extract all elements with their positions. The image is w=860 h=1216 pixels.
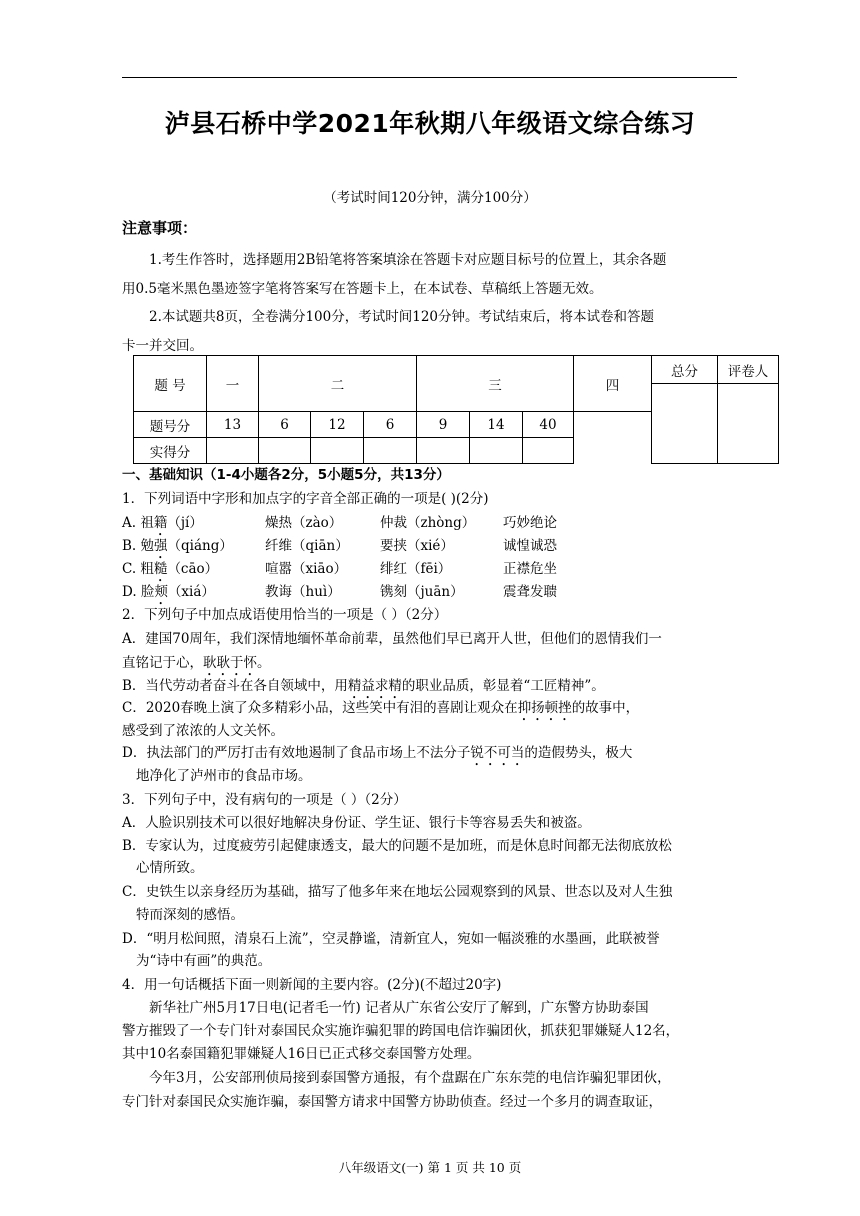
q4-news-p1-line3: 其中10名泰国籍犯罪嫌疑人16日已正式移交泰国警方处理。	[122, 1046, 481, 1062]
actual-cell	[311, 438, 364, 464]
points-cell: 14	[470, 412, 523, 438]
actual-cell	[259, 438, 311, 464]
q3-option-a: A．人脸识别技术可以很好地解决身份证、学生证、银行卡等容易丢失和被盗。	[122, 815, 591, 831]
q1-a-word4: 巧妙绝论	[503, 515, 557, 531]
option-text: 祖	[140, 515, 154, 531]
q3-option-b-line2: 心情所致。	[136, 860, 204, 876]
actual-cell	[417, 438, 470, 464]
q1-b-word2: 纤维（qiān）	[265, 538, 349, 554]
q1-b-word3: 要挟（xié）	[380, 538, 454, 554]
page-footer: 八年级语文(一) 第 1 页 共 10 页	[338, 1160, 522, 1175]
notice-heading: 注意事项：	[122, 219, 198, 237]
section1-heading: 一、基础知识（1-4小题各2分，5小题5分，共13分）	[122, 467, 450, 483]
exam-title: 泸县石桥中学2021年秋期八年级语文综合练习	[164, 109, 696, 138]
q3-stem: 3．下列句子中，没有病句的一项是（ ）（2分）	[122, 792, 407, 808]
option-text: C. 粗	[122, 561, 154, 577]
exam-subtitle: （考试时间120分钟，满分100分）	[323, 190, 537, 206]
q1-d-word3: 镌刻（juān）	[380, 584, 464, 600]
q1-c-word3: 绯红（fēi）	[380, 561, 452, 577]
q4-stem: 4．用一句话概括下面一则新闻的主要内容。(2分)(不超过20字)	[122, 977, 502, 993]
actual-cell	[364, 438, 417, 464]
q1-d-word4: 震聋发聩	[503, 584, 557, 600]
row-label-points: 题号分	[134, 412, 207, 438]
dotted-char: 颊	[154, 584, 168, 600]
text: 的故事中，	[571, 700, 640, 716]
q4-news-p2-line2: 专门针对泰国民众实施诈骗，泰国警方请求中国警方协助侦查。经过一个多月的调查取证，	[122, 1094, 662, 1110]
q2-a-line1: A．建国70周年，我们深情地缅怀革命前辈，虽然他们早已离开人世，但他们的恩情我们一	[122, 631, 662, 647]
col-header-grader: 评卷人	[718, 356, 779, 384]
q4-news-p1-line1: 新华社广州5月17日电(记者毛一竹) 记者从广东省公安厅了解到，广东警方协助泰国	[149, 1000, 649, 1016]
notice-p1b: 用0.5毫米黑色墨迹签字笔将答案写在答题卡上，在本试卷、草稿纸上答题无效。	[122, 281, 603, 297]
dotted-idiom: 锐不可当	[470, 745, 525, 761]
points-cell: 9	[417, 412, 470, 438]
col-header-number: 题 号	[134, 356, 207, 412]
q3-option-d-line2: 为“诗中有画”的典范。	[136, 953, 272, 969]
q3-option-c-line2: 特而深刻的感悟。	[136, 907, 244, 923]
total-score-cell	[652, 384, 718, 464]
q2-stem: 2．下列句子中加点成语使用恰当的一项是（ ）（2分）	[122, 607, 448, 623]
points-cell: 6	[259, 412, 311, 438]
points-cell: 40	[523, 412, 574, 438]
text: 。	[257, 655, 271, 671]
grader-cell	[718, 384, 779, 464]
text: 的职业品质，彰显着“工匠精神”。	[401, 678, 605, 694]
q3-option-b-line1: B．专家认为，过度疲劳引起健康透支，最大的问题不是加班，而是休息时间都无法彻底放松	[122, 838, 672, 854]
dotted-char: 强	[154, 538, 168, 554]
top-rule	[122, 77, 737, 78]
q1-c-word4: 正襟危坐	[503, 561, 557, 577]
col-header-part2: 二	[259, 356, 417, 412]
row-label-actual: 实得分	[134, 438, 207, 464]
text: B．当代劳动者奋斗在各自领域中，用	[122, 678, 348, 694]
col-header-total: 总分	[652, 356, 718, 384]
score-table	[133, 355, 779, 464]
points-cell: 13	[207, 412, 259, 438]
col-header-part1: 一	[207, 356, 259, 412]
actual-cell	[523, 438, 574, 464]
q2-d-line2: 地净化了泸州市的食品市场。	[136, 768, 312, 784]
option-text: D. 脸	[122, 584, 155, 600]
q3-option-c-line1: C．史铁生以亲身经历为基础，描写了他多年来在地坛公园观察到的风景、世态以及对人生独	[122, 884, 673, 900]
q2-c-line2: 感受到了浓浓的人文关怀。	[122, 723, 284, 739]
option-text: B. 勉	[122, 538, 155, 554]
col-header-part4: 四	[574, 356, 652, 412]
col-header-part3: 三	[417, 356, 574, 412]
q4-news-p2-line1: 今年3月，公安部刑侦局接到泰国警方通报，有个盘踞在广东东莞的电信诈骗犯罪团伙，	[149, 1070, 671, 1086]
text: C．2020春晚上演了众多精彩小品，这些笑中有泪的喜剧让观众在	[122, 700, 518, 716]
q3-option-d-line1: D．“明月松间照，清泉石上流”，空灵静谧，清新宜人，宛如一幅淡雅的水墨画，此联被誉	[122, 931, 660, 947]
pinyin: （qiáng）	[167, 538, 233, 554]
dotted-idiom: 抑扬顿挫	[517, 700, 572, 716]
dotted-idiom: 耿耿于怀	[203, 655, 257, 671]
points-cell: 12	[311, 412, 364, 438]
q1-a-word3: 仲裁（zhòng）	[380, 515, 476, 531]
notice-p2b: 卡一并交回。	[122, 338, 203, 354]
pinyin: （jí）	[167, 515, 203, 531]
q1-d-word2: 教诲（huì）	[265, 584, 341, 600]
option-label: A.	[122, 515, 141, 531]
pinyin: （xiá）	[167, 584, 215, 600]
dotted-idiom: 精益求精	[347, 678, 402, 694]
actual-cell	[470, 438, 523, 464]
pinyin: （cāo）	[167, 561, 219, 577]
q1-a-word2: 燥热（zào）	[265, 515, 343, 531]
q1-c-word2: 喧嚣（xiāo）	[265, 561, 348, 577]
text: 的造假势头，极大	[524, 745, 633, 761]
dotted-char: 糙	[153, 561, 168, 577]
points-cell: 6	[364, 412, 417, 438]
dotted-char: 籍	[153, 515, 168, 531]
notice-p1a: 1.考生作答时，选择题用2B铅笔将答案填涂在答题卡对应题目标号的位置上，其余各题	[149, 252, 667, 268]
q1-b-word4: 诚惶诚恐	[503, 538, 557, 554]
q1-stem: 1．下列词语中字形和加点字的字音全部正确的一项是( )(2分)	[122, 491, 489, 507]
notice-p2a: 2.本试题共8页，全卷满分100分，考试时间120分钟。考试结束后，将本试卷和答题	[149, 309, 655, 325]
text: D．执法部门的严厉打击有效地遏制了食品市场上不法分子	[122, 745, 471, 761]
q4-news-p1-line2: 警方摧毁了一个专门针对泰国民众实施诈骗犯罪的跨国电信诈骗团伙，抓获犯罪嫌疑人12名，	[122, 1023, 680, 1039]
actual-cell	[207, 438, 259, 464]
text: 直铭记于心，	[122, 655, 203, 671]
